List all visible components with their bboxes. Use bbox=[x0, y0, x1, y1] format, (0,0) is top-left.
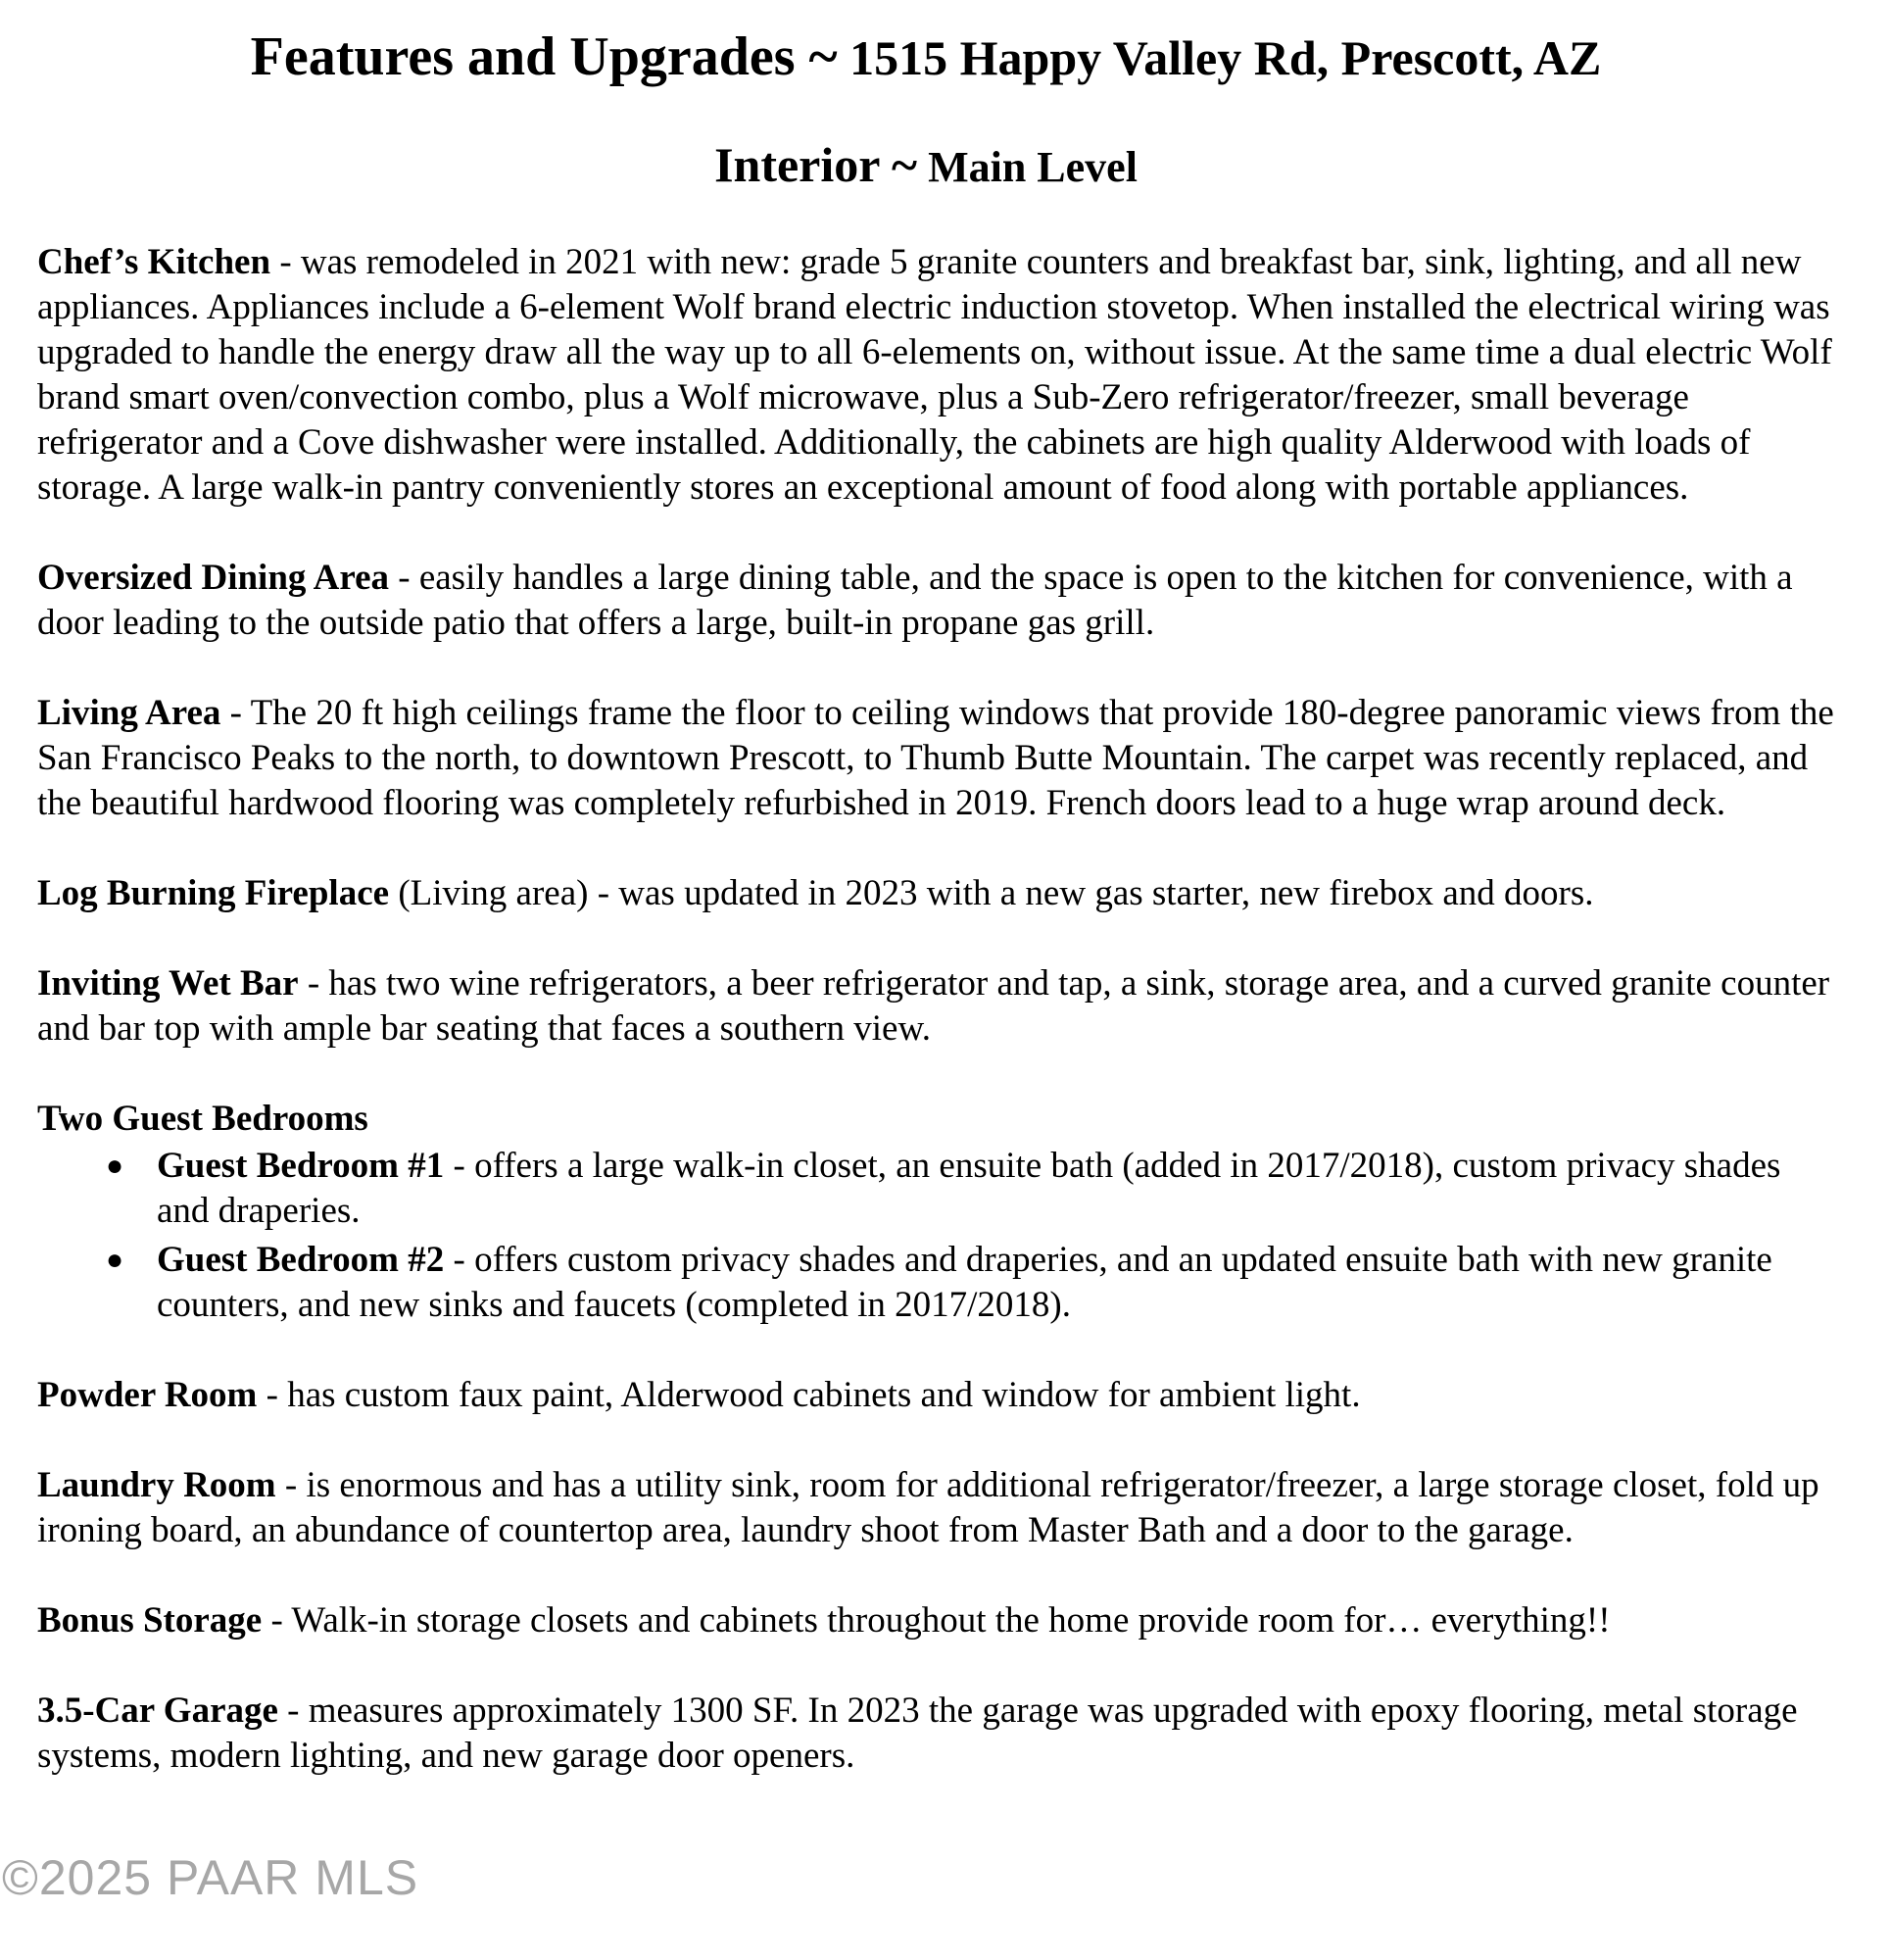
feature-text: - has custom faux paint, Alderwood cabinets and window for ambient light. bbox=[257, 1375, 1361, 1415]
feature-text: - is enormous and has a utility sink, room for additional refrigerator/freezer, a large storage closet, fold up ironing board, an abundance of countertop area, laundry shoot from Master Bath and a door to the garage. bbox=[37, 1465, 1819, 1550]
bedroom-text: - offers a large walk-in closet, an ensuite bath (added in 2017/2018), custom privacy shades and draperies. bbox=[157, 1146, 1781, 1231]
feature-label: Log Burning Fireplace bbox=[37, 873, 390, 913]
feature-chefs-kitchen bbox=[37, 240, 1840, 511]
feature-label: Chef’s Kitchen bbox=[37, 242, 271, 282]
feature-garage bbox=[37, 1689, 1840, 1779]
bedroom-label: Guest Bedroom #2 bbox=[157, 1240, 445, 1280]
feature-text: - measures approximately 1300 SF. In 2023 the garage was upgraded with epoxy flooring, metal storage systems, modern lighting, and new garage door openers. bbox=[37, 1690, 1798, 1776]
feature-label: Oversized Dining Area bbox=[37, 558, 390, 598]
feature-text: - easily handles a large dining table, and the space is open to the kitchen for convenience, with a door leading to the outside patio that offers a large, built-in propane gas grill. bbox=[37, 558, 1793, 643]
feature-bonus-storage bbox=[37, 1598, 1840, 1643]
page-title bbox=[0, 25, 1852, 89]
bullet-icon: ● bbox=[106, 1244, 124, 1276]
feature-label: Inviting Wet Bar bbox=[37, 963, 299, 1004]
bullet-icon: ● bbox=[106, 1150, 124, 1182]
feature-living-area bbox=[37, 691, 1840, 826]
feature-label: Powder Room bbox=[37, 1375, 258, 1415]
feature-wet-bar bbox=[37, 961, 1840, 1052]
feature-label: Bonus Storage bbox=[37, 1600, 263, 1641]
feature-label: Laundry Room bbox=[37, 1465, 276, 1505]
bedroom-label: Guest Bedroom #1 bbox=[157, 1146, 445, 1186]
feature-label: 3.5-Car Garage bbox=[37, 1690, 278, 1731]
feature-text: (Living area) - was updated in 2023 with a new gas starter, new firebox and doors. bbox=[389, 873, 1594, 913]
feature-text: - was remodeled in 2021 with new: grade 5 granite counters and breakfast bar, sink, lighting, and all new appliances. Appliances include a 6-element Wolf brand electric induction stovetop. When installed the electrical wiring was upgraded to handle the energy draw all the way up to all 6-elements on, without issue. At the same time a dual electric Wolf brand smart oven/convection combo, plus a Wolf microwave, plus a Sub-Zero refrigerator/freezer, small beverage refrigerator and a Cove dishwasher were installed. Additionally, the cabinets are high quality Alderwood with loads of storage. A large walk-in pantry conveniently stores an exceptional amount of food along with portable appliances. bbox=[37, 242, 1832, 508]
feature-text: - The 20 ft high ceilings frame the floor to ceiling windows that provide 180-degree panoramic views from the San Francisco Peaks to the north, to downtown Prescott, to Thumb Butte Mountain. The carpet was recently replaced, and the beautiful hardwood flooring was completely refurbished in 2019. French doors lead to a huge wrap around deck. bbox=[37, 693, 1834, 823]
section-title-main: Interior ~ bbox=[714, 137, 918, 192]
bedroom-text: - offers custom privacy shades and draperies, and an updated ensuite bath with new granite counters, and new sinks and faucets (completed in 2017/2018). bbox=[157, 1240, 1772, 1325]
section-title bbox=[0, 137, 1852, 195]
copyright-watermark: ©2025 PAAR MLS bbox=[2, 1850, 419, 1905]
feature-guest-bedrooms bbox=[37, 1097, 1840, 1328]
feature-label: Living Area bbox=[37, 693, 221, 733]
features-content bbox=[37, 240, 1840, 1824]
bedrooms-heading: Two Guest Bedrooms bbox=[37, 1099, 368, 1139]
list-item bbox=[37, 1144, 1840, 1234]
feature-text: - Walk-in storage closets and cabinets throughout the home provide room for… everything!! bbox=[262, 1600, 1611, 1641]
feature-powder-room bbox=[37, 1373, 1840, 1418]
list-item bbox=[37, 1238, 1840, 1328]
feature-dining-area bbox=[37, 556, 1840, 646]
page-title-main: Features and Upgrades ~ bbox=[250, 26, 838, 87]
page-title-address: 1515 Happy Valley Rd, Prescott, AZ bbox=[837, 30, 1602, 85]
feature-text: - has two wine refrigerators, a beer refrigerator and tap, a sink, storage area, and a curved granite counter and bar top with ample bar seating that faces a southern view. bbox=[37, 963, 1830, 1049]
feature-laundry-room bbox=[37, 1463, 1840, 1553]
section-title-sub: Main Level bbox=[917, 143, 1138, 191]
feature-fireplace bbox=[37, 871, 1840, 916]
bedrooms-list bbox=[37, 1144, 1840, 1328]
